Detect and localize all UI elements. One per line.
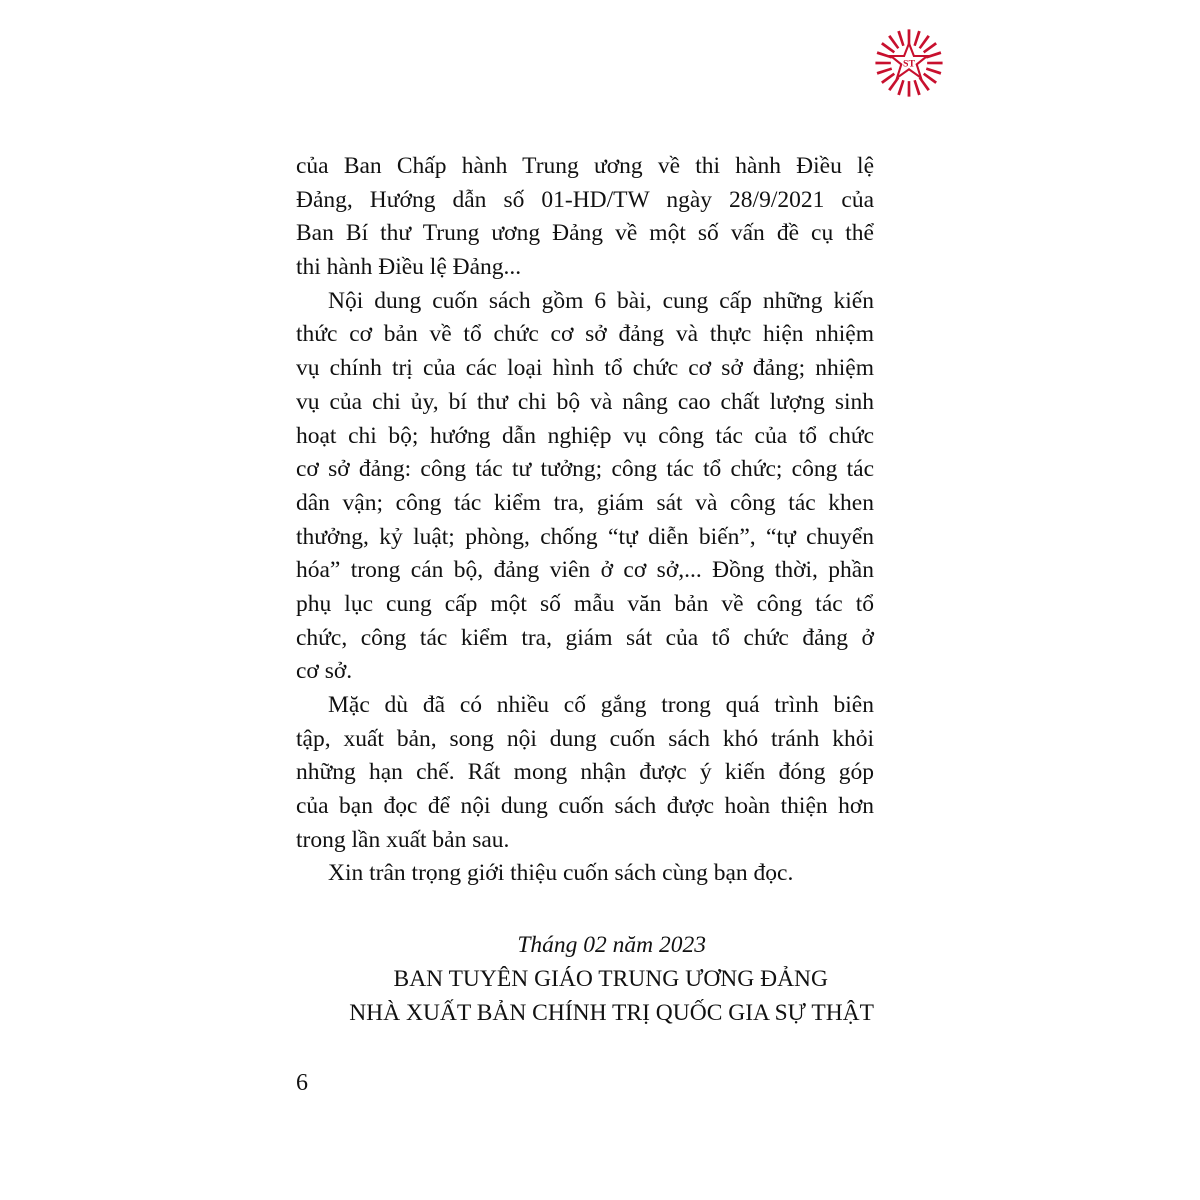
logo-ray — [881, 42, 895, 53]
logo-ray — [913, 31, 920, 46]
text-line: thức cơ bản về tổ chức cơ sở đảng và thực hiện nhiệm — [296, 321, 874, 348]
text-line: Nội dung cuốn sách gồm 6 bài, cung cấp những kiến — [328, 287, 874, 314]
text-line: thi hành Điều lệ Đảng... — [296, 254, 522, 281]
logo-ray — [908, 81, 911, 96]
text-line: hóa” trong cán bộ, đảng viên ở cơ sở,... Đồng thời, phần — [296, 557, 874, 584]
text-line: cơ sở. — [296, 658, 353, 685]
text-line: của Ban Chấp hành Trung ương về thi hành Điều lệ — [296, 153, 874, 179]
signature-publisher-line-1: BAN TUYÊN GIÁO TRUNG ƯƠNG ĐẢNG — [393, 966, 828, 992]
text-line: vụ của chi ủy, bí thư chi bộ và nâng cao chất lượng sinh — [296, 388, 874, 415]
text-line: hoạt chi bộ; hướng dẫn nghiệp vụ công tác của tổ chức — [296, 422, 874, 449]
logo-ray — [913, 80, 920, 95]
logo-ray — [877, 51, 892, 58]
logo-ray — [875, 62, 890, 65]
logo-ray — [926, 51, 941, 58]
text-line: Ban Bí thư Trung ương Đảng về một số vấn đề cụ thể — [296, 220, 874, 247]
logo-ray — [888, 35, 899, 49]
logo-ray — [877, 67, 892, 74]
text-line: chức, công tác kiểm tra, giám sát của tổ chức đảng ở — [296, 624, 874, 651]
text-line: phụ lục cung cấp một số mẫu văn bản về công tác tổ — [296, 590, 874, 617]
text-line: dân vận; công tác kiểm tra, giám sát và công tác khen — [296, 489, 874, 516]
logo-ray — [919, 35, 930, 49]
text-line: Đảng, Hướng dẫn số 01-HD/TW ngày 28/9/2021 của — [296, 186, 874, 213]
logo-ray — [919, 77, 930, 91]
text-line: cơ sở đảng: công tác tư tưởng; công tác tổ chức; công tác — [296, 456, 874, 483]
logo-ray — [881, 73, 895, 84]
text-line: thưởng, kỷ luật; phòng, chống “tự diễn biến”, “tự chuyển — [296, 523, 874, 550]
text-line: những hạn chế. Rất mong nhận được ý kiến đóng góp — [296, 759, 874, 786]
star-emblem-icon — [874, 28, 944, 98]
signature-publisher-line-2: NHÀ XUẤT BẢN CHÍNH TRỊ QUỐC GIA SỰ THẬT — [349, 1000, 874, 1026]
logo-ray — [927, 62, 942, 65]
preface-body — [296, 150, 874, 891]
logo-mark: ST — [903, 58, 915, 70]
publisher-logo — [874, 28, 944, 98]
signature-date: Tháng 02 năm 2023 — [517, 932, 706, 958]
text-line: vụ chính trị của các loại hình tổ chức cơ sở đảng; nhiệm — [296, 355, 874, 382]
text-line: Xin trân trọng giới thiệu cuốn sách cùng bạn đọc. — [328, 860, 794, 887]
logo-ray — [897, 31, 904, 46]
logo-ray — [926, 67, 941, 74]
logo-ray — [897, 80, 904, 95]
text-line: trong lần xuất bản sau. — [296, 826, 510, 853]
page-number: 6 — [296, 1070, 308, 1096]
text-line: của bạn đọc để nội dung cuốn sách được hoàn thiện hơn — [296, 793, 874, 820]
text-line: tập, xuất bản, song nội dung cuốn sách khó tránh khỏi — [296, 725, 874, 752]
logo-ray — [888, 77, 899, 91]
text-line: Mặc dù đã có nhiều cố gắng trong quá trình biên — [328, 692, 874, 718]
logo-ray — [923, 73, 937, 84]
logo-ray — [923, 42, 937, 53]
